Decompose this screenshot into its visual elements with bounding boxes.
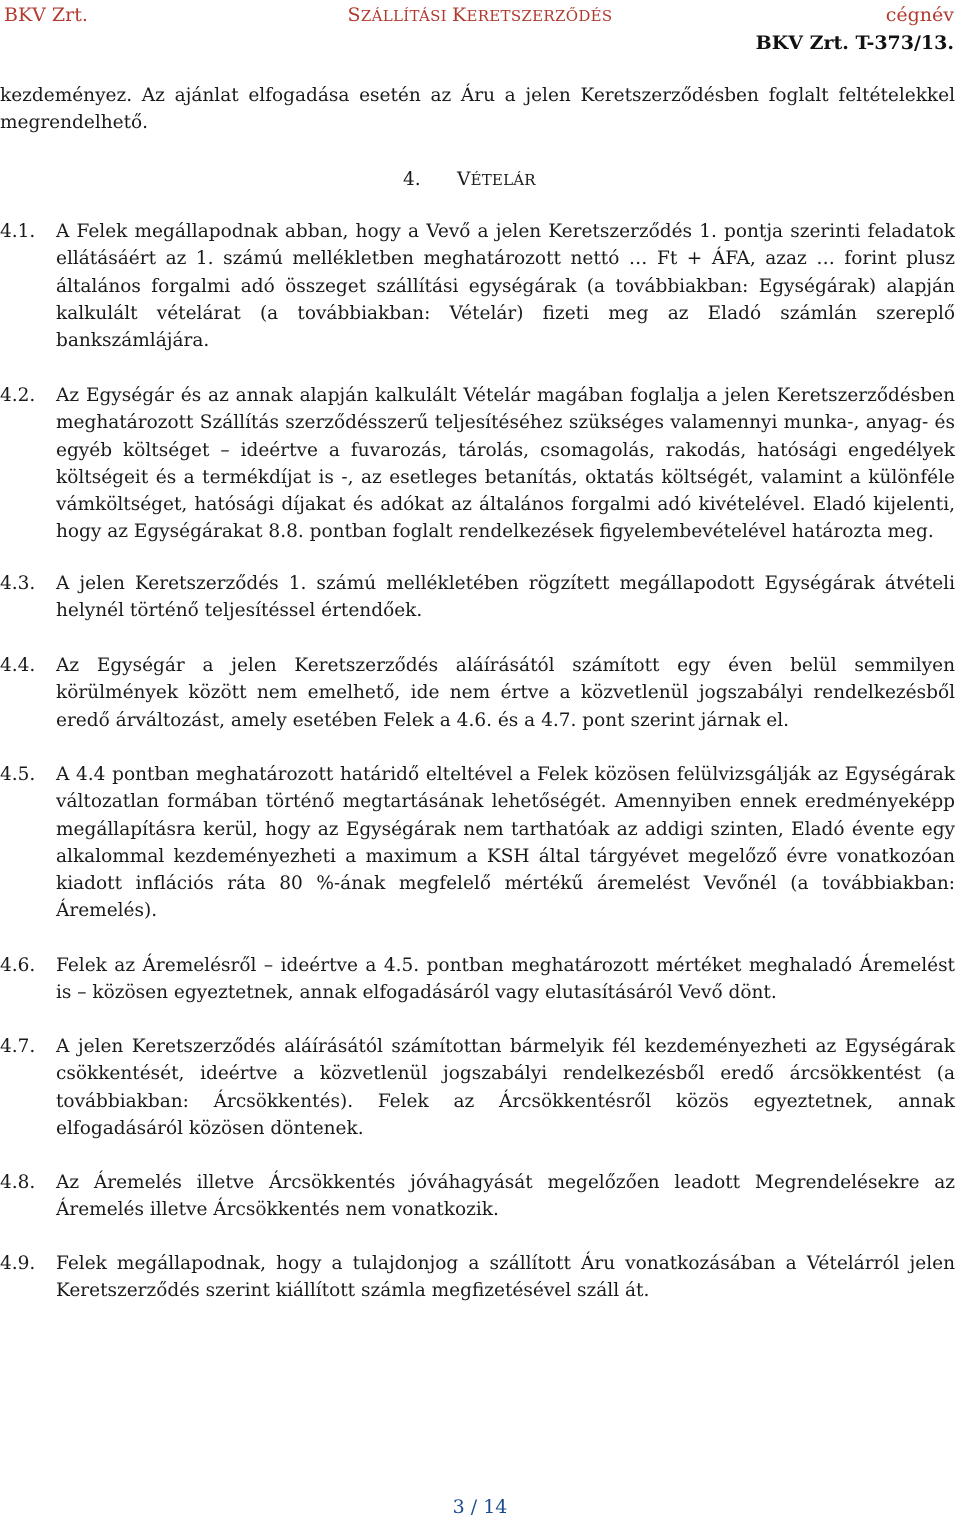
section-title: [457, 166, 536, 194]
section-title-initial: V: [457, 169, 471, 190]
item-text: Az Egységár és az annak alapján kalkulált Vételár magában foglalja a jelen Keretszerződésben meghatározott Szállítás szerződésszerű teljesítéséhez szükséges valamennyi munka-, anyag- és egyéb költséget – ideértve a fuvarozás, tárolás, csomagolás, rakodás, hatósági engedélyek költségeit és a termékdíjat is -, az esetleges betanítás, oktatás költségét, valamint a különféle vámköltséget, hatósági díjakat és adókat az általános forgalmi adó kivételével. Eladó kijelenti, hogy az Egységárakat 8.8. pontban foglalt rendelkezések figyelembevételével határozta meg.: [56, 385, 955, 543]
intro-paragraph: kezdeményez. Az ajánlat elfogadása esetén az Áru a jelen Keretszerződésben foglalt feltételekkel megrendelhető.: [0, 85, 955, 134]
header-title-part-2: ERETSZERZŐDÉS: [466, 7, 613, 25]
item-number: 4.5.: [0, 764, 36, 785]
item-number: 4.1.: [0, 221, 36, 242]
header-cegnev: cégnév: [885, 4, 954, 26]
item-text: A jelen Keretszerződés aláírásától számítottan bármelyik fél kezdeményezheti az Egységárak csökkentését, ideértve a közvetlenül jogszabályi rendelkezésből eredő árcsökkentést (a továbbiakban: Árcsökkentés). Felek az Árcsökkentésről közös egyeztetnek, annak elfogadásáról közösen döntenek.: [56, 1036, 955, 1139]
section-number: 4.: [403, 169, 421, 190]
item-text: Felek az Áremelésről – ideértve a 4.5. pontban meghatározott mértéket meghaladó Áremelést is – közösen egyeztetnek, annak elfogadásáról vagy elutasításáról Vevő dönt.: [56, 955, 955, 1004]
item-number: 4.3.: [0, 573, 36, 594]
item-number: 4.2.: [0, 385, 36, 406]
header-title-initial: S: [347, 4, 361, 26]
item-text: A jelen Keretszerződés 1. számú mellékletében rögzített megállapodott Egységárak átvételi helynél történő teljesítéssel értendőek.: [56, 573, 955, 622]
item-text: Felek megállapodnak, hogy a tulajdonjog a szállított Áru vonatkozásában a Vételárról jelen Keretszerződés szerint kiállított számla megfizetésével száll át.: [56, 1253, 955, 1302]
header-title-part: ZÁLLÍTÁSI: [360, 7, 452, 25]
page-header: [0, 0, 960, 58]
page-number: 3 / 14: [452, 1496, 508, 1518]
item-number: 4.4.: [0, 655, 36, 676]
item-text: Az Egységár a jelen Keretszerződés aláírásától számított egy éven belül semmilyen körülmények között nem emelhető, ide nem értve a közvetlenül jogszabályi rendelkezésből eredő árváltozást, amely esetében Felek a 4.6. és a 4.7. pont szerint járnak el.: [56, 655, 955, 731]
header-document-title: [0, 4, 960, 26]
header-company: BKV Zrt.: [4, 4, 88, 26]
item-number: 4.8.: [0, 1172, 36, 1193]
item-text: Az Áremelés illetve Árcsökkentés jóváhagyását megelőzően leadott Megrendelésekre az Áremelés illetve Árcsökkentés nem vonatkozik.: [56, 1172, 955, 1221]
item-number: 4.6.: [0, 955, 36, 976]
header-title-initial-2: K: [451, 4, 467, 26]
item-number: 4.9.: [0, 1253, 36, 1274]
section-title-part: ÉTELÁR: [470, 171, 536, 189]
item-text: A Felek megállapodnak abban, hogy a Vevő a jelen Keretszerződés 1. pontja szerinti feladatok ellátásáért az 1. számú mellékletben meghatározott nettó … Ft + ÁFA, azaz … forint plusz általános forgalmi adó összeget szállítási egységárak (a továbbiakban: Egységárak) alapján kalkulált vételárat (a továbbiakban: Vételár) fizeti meg az Eladó számlán szereplő bankszámlájára.: [56, 221, 955, 352]
item-text: A 4.4 pontban meghatározott határidő elteltével a Felek közösen felülvizsgálják az Egységárak változatlan formában történő megtartásának lehetőségét. Amennyiben ennek eredményeképp megállapításra kerül, hogy az Egységárak nem tarthatóak az addigi szinten, Eladó évente egy alkalommal kezdeményezheti a maximum a KSH által tárgyévet megelőző évre vonatkozóan kiadott inflációs ráta 80 %-ának megfelelő mértékű áremelést Vevőnél (a továbbiakban: Áremelés).: [56, 764, 955, 922]
header-reference: BKV Zrt. T-373/13.: [755, 32, 954, 54]
item-number: 4.7.: [0, 1036, 36, 1057]
